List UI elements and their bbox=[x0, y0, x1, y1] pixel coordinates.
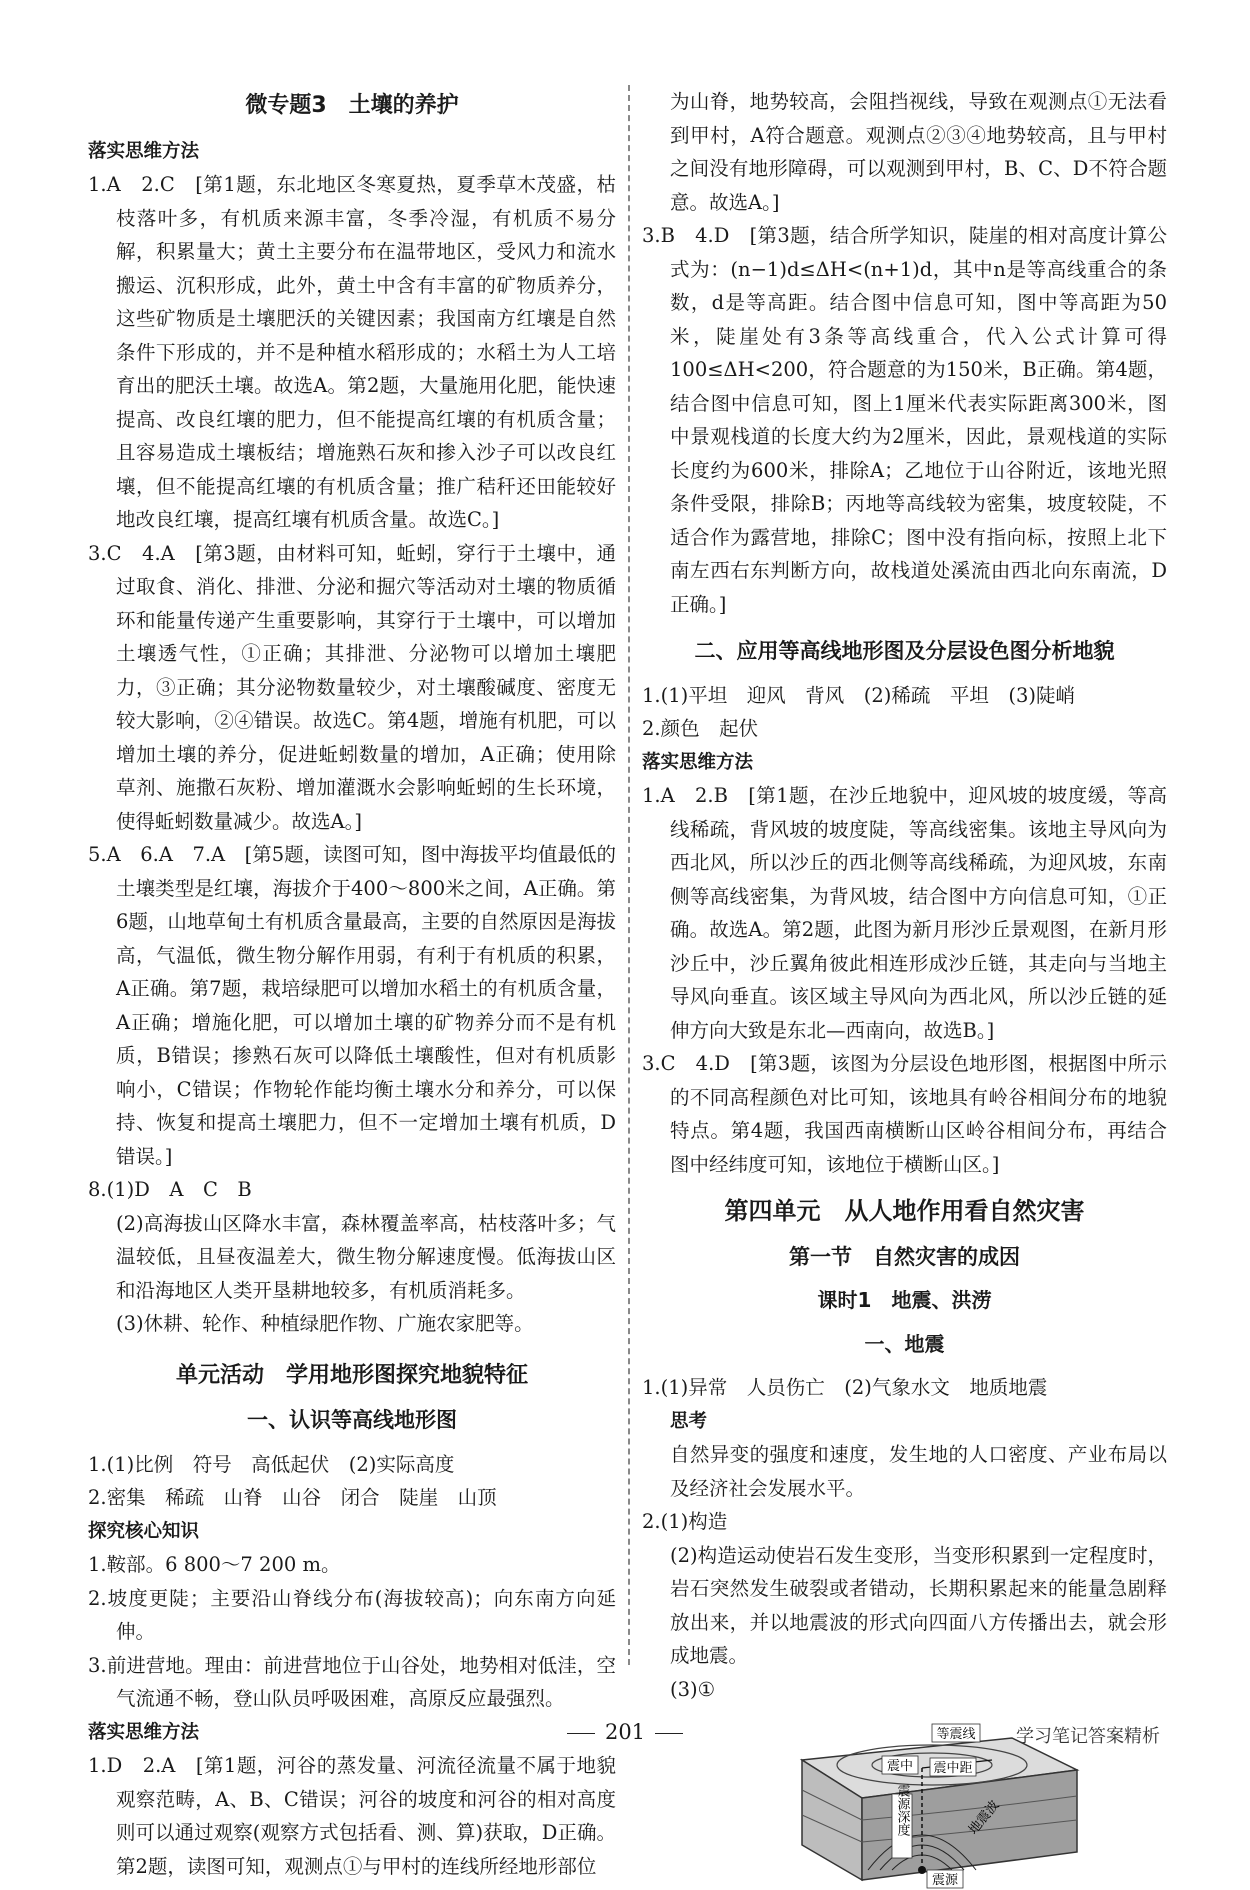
method-label-2: 落实思维方法 bbox=[88, 1721, 200, 1743]
unit-activity-title: 单元活动 学用地形图探究地貌特征 bbox=[175, 1362, 528, 1388]
method-answer-1-2-cont: 为山脊，地势较高，会阻挡视线，导致在观测点①无法看到甲村，A符合题意。观测点②③④地势较高，且与甲村之间没有地形障碍，可以观测到甲村，B、C、D不符合题意。故选A。] bbox=[670, 90, 1167, 214]
epicentral-distance-label: 震中距 bbox=[933, 1761, 973, 1776]
section-title-1: 一、认识等高线地形图 bbox=[247, 1408, 457, 1432]
section-1-title: 第一节 自然灾害的成因 bbox=[789, 1244, 1020, 1269]
core-answer-3: 3.前进营地。理由：前进营地位于山谷处，地势相对低洼，空气流通不畅，登山队员呼吸困难，高原反应最强烈。 bbox=[88, 1653, 616, 1710]
think-answer: 自然异变的强度和速度，发生地的人口密度、产业布局以及经济社会发展水平。 bbox=[670, 1443, 1167, 1500]
method-label: 落实思维方法 bbox=[88, 140, 200, 162]
answer-1-2: 1.A 2.C [第1题，东北地区冬寒夏热，夏季草木茂盛，枯枝落叶多，有机质来源丰富，冬季冷湿，有机质不易分解，积累量大；黄土主要分布在温带地区，受风力和流水搬运、沉积形成，此外，黄土中含有丰富的矿物质养分，这些矿物质是土壤肥沃的关键因素；我国南方红壤是自然条件下形成的，并不是种植水稻形成的；水稻土为人工培育出的肥沃土壤。故选A。第2题，大量施用化肥，能快速提高、改良红壤的肥力，但不能提高红壤的有机质含量；且容易造成土壤板结；增施熟石灰和掺入沙子可以改良红壤，但不能提高红壤的有机质含量；推广秸秆还田能较好地改良红壤，提高红壤有机质含量。故选C。] bbox=[88, 173, 616, 531]
right-column bbox=[642, 85, 1167, 1890]
epicenter-label: 震中 bbox=[886, 1759, 914, 1774]
method-label-3: 落实思维方法 bbox=[642, 751, 754, 773]
core-knowledge-label: 探究核心知识 bbox=[88, 1520, 200, 1542]
answer-5-7: 5.A 6.A 7.A [第5题，读图可知，图中海拔平均值最低的土壤类型是红壤，海拔介于400～800米之间，A正确。第6题，山地草甸土有机质含量最高，主要的自然原因是海拔高，气温低，微生物分解作用弱，有利于有机质的积累，A正确。第7题，栽培绿肥可以增加水稻土的有机质含量，A正确；增施化肥，可以增加土壤的矿物养分而不是有机质，B错误；掺熟石灰可以降低土壤酸性，但对有机质影响小，C错误；作物轮作能均衡土壤水分和养分，可以保持、恢复和提高土壤肥力，但不一定增加土壤有机质，D错误。] bbox=[88, 843, 616, 1168]
landform-answer-1: 1.(1)平坦 迎风 背风 (2)稀疏 平坦 (3)陡峭 bbox=[642, 683, 1075, 707]
core-answer-1: 1.鞍部。6 800～7 200 m。 bbox=[88, 1553, 341, 1576]
contour-answer-2: 2.密集 稀疏 山脊 山谷 闭合 陡崖 山顶 bbox=[88, 1486, 497, 1509]
focal-depth-label: 震源深度 bbox=[894, 1784, 910, 1836]
answer-8-1: 8.(1)D A C B bbox=[88, 1178, 252, 1201]
page-number-text: 201 bbox=[604, 1720, 646, 1744]
footer-dash-left bbox=[567, 1733, 595, 1734]
seismic-wave-label: 地震波 bbox=[966, 1797, 1003, 1838]
think-label: 思考 bbox=[670, 1410, 708, 1432]
footer-dash-right bbox=[655, 1733, 683, 1734]
answer-8-3: (3)休耕、轮作、种植绿肥作物、广施农家肥等。 bbox=[116, 1312, 534, 1335]
earthquake-subtitle: 一、地震 bbox=[864, 1331, 945, 1356]
book-note: 学习笔记答案精析 bbox=[1016, 1726, 1160, 1747]
method-answer-3-4: 3.B 4.D [第3题，结合所学知识，陡崖的相对高度计算公式为：(n−1)d≤ΔH<(n+1)d，其中n是等高线重合的条数，d是等高距。结合图中信息可知，图中等高距为50米，陡崖处有3条等高线重合，代入公式计算可得100≤ΔH<200，符合题意的为150米，B正确。第4题，结合图中信息可知，图上1厘米代表实际距离300米，图中景观栈道的长度大约为2厘米，因此，景观栈道的实际长度约为600米，排除A；乙地位于山谷附近，该地光照条件受限，排除B；丙地等高线较为密集，坡度较陡，不适合作为露营地，排除C；图中没有指向标，按照上北下南左西右东判断方向，故栈道处溪流由西北向东南流，D正确。] bbox=[642, 224, 1167, 616]
answer-3-4: 3.C 4.A [第3题，由材料可知，蚯蚓，穿行于土壤中，通过取食、消化、排泄、分泌和掘穴等活动对土壤的物质循环和能量传递产生重要影响，其穿行于土壤中，可以增加土壤透气性，①正确；其排泄、分泌物可以增加土壤肥力，③正确；其分泌物数量较少，对土壤酸碱度、密度无较大影响，②④错误。故选C。第4题，增施有机肥，可以增加土壤的养分，促进蚯蚓数量的增加，A正确；使用除草剂、施撒石灰粉、增加灌溉水会影响蚯蚓的生长环境，使得蚯蚓数量减少。故选A。] bbox=[88, 541, 616, 833]
lesson-title: 课时1 地震、洪涝 bbox=[817, 1288, 992, 1312]
earthquake-answer-1: 1.(1)异常 人员伤亡 (2)气象水文 地质地震 bbox=[642, 1376, 1048, 1399]
earthquake-answer-2-2: (2)构造运动使岩石发生变形，当变形积累到一定程度时，岩石突然发生破裂或者错动，长期积累起来的能量急剧释放出来，并以地震波的形式向四面八方传播出去，就会形成地震。 bbox=[670, 1543, 1167, 1667]
unit-4-title: 第四单元 从人地作用看自然灾害 bbox=[724, 1197, 1085, 1225]
earthquake-answer-2-3: (3)① bbox=[670, 1677, 716, 1701]
isoseismal-label: 等震线 bbox=[936, 1727, 976, 1742]
landform-method-1-2: 1.A 2.B [第1题，在沙丘地貌中，迎风坡的坡度缓，等高线稀疏，背风坡的坡度陡，等高线密集。该地主导风向为西北风，所以沙丘的西北侧等高线稀疏，为迎风坡，东南侧等高线密集，为背风坡，结合图中方向信息可知，①正确。故选A。第2题，此图为新月形沙丘景观图，在新月形沙丘中，沙丘翼角彼此相连形成沙丘链，其走向与当地主导风向垂直。该区域主导风向为西北风，所以沙丘链的延伸方向大致是东北—西南向，故选B。] bbox=[642, 784, 1167, 1042]
column-divider bbox=[628, 85, 630, 1665]
answer-8-2: (2)高海拔山区降水丰富，森林覆盖率高，枯枝落叶多；气温较低，且昼夜温差大，微生物分解速度慢。低海拔山区和沿海地区人类开垦耕地较多，有机质消耗多。 bbox=[116, 1211, 616, 1302]
core-answer-2: 2.坡度更陡；主要沿山脊线分布(海拔较高)；向东南方向延伸。 bbox=[88, 1586, 616, 1643]
earthquake-answer-2-1: 2.(1)构造 bbox=[642, 1510, 728, 1533]
focus-label: 震源 bbox=[931, 1873, 959, 1888]
method-answer-1-2: 1.D 2.A [第1题，河谷的蒸发量、河流径流量不属于地貌观察范畴，A、B、C错误；河谷的坡度和河谷的相对高度则可以通过观察(观察方式包括看、测、算)获取，D正确。第2题，读图可知，观测点①与甲村的连线所经地形部位 bbox=[88, 1754, 616, 1878]
landform-answer-2: 2.颜色 起伏 bbox=[642, 717, 759, 740]
contour-answer-1: 1.(1)比例 符号 高低起伏 (2)实际高度 bbox=[88, 1452, 455, 1476]
section-title-2: 二、应用等高线地形图及分层设色图分析地貌 bbox=[694, 639, 1115, 663]
left-column bbox=[88, 85, 616, 1883]
landform-method-3-4: 3.C 4.D [第3题，该图为分层设色地形图，根据图中所示的不同高程颜色对比可知，该地具有岭谷相间分布的地貌特点。第4题，我国西南横断山区岭谷相间分布，再结合图中经纬度可知，该地位于横断山区。] bbox=[642, 1052, 1167, 1176]
topic-title: 微专题3 土壤的养护 bbox=[245, 93, 459, 118]
focus-point bbox=[918, 1866, 926, 1874]
